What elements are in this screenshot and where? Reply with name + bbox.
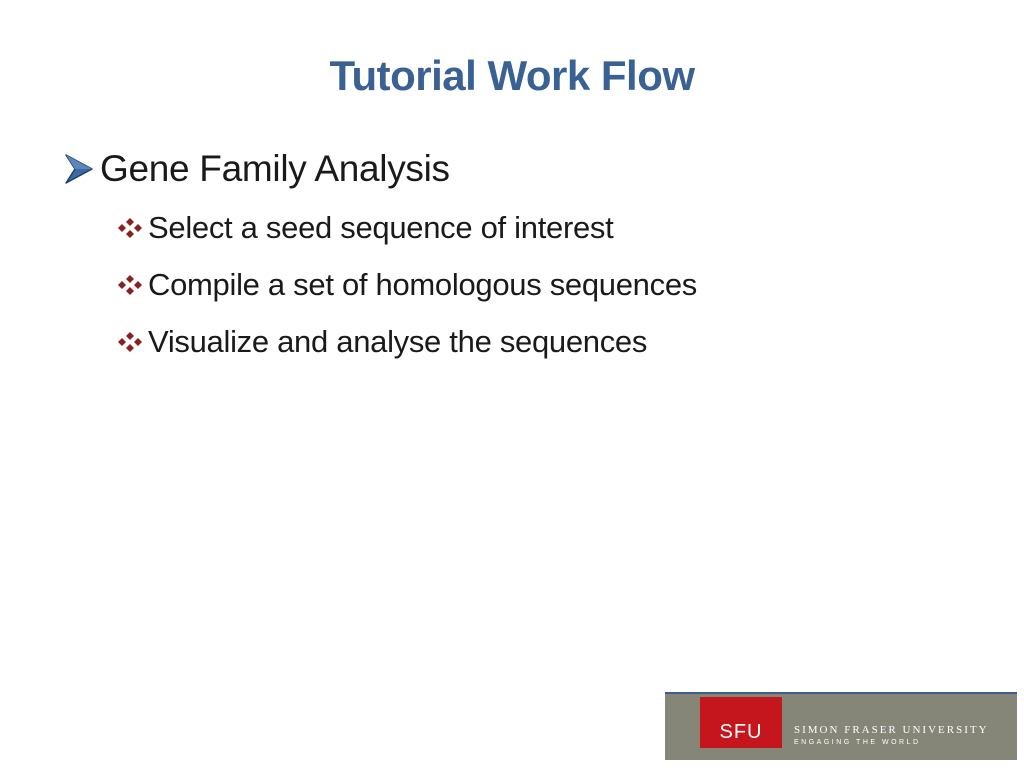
- university-tagline: ENGAGING THE WORLD: [794, 739, 921, 746]
- sub-bullet-text: Select a seed sequence of interest: [148, 210, 614, 245]
- arrow-right-icon: [64, 153, 94, 185]
- diamond-bullet-icon: [116, 217, 144, 239]
- main-bullet: [64, 144, 450, 194]
- sub-bullet: [116, 322, 647, 362]
- sub-bullet-text: Compile a set of homologous sequences: [148, 267, 697, 302]
- footer-banner: [665, 692, 1017, 760]
- sub-bullet: [116, 265, 697, 305]
- diamond-bullet-icon: [116, 331, 144, 353]
- sfu-logo: [700, 697, 782, 748]
- main-bullet-text: Gene Family Analysis: [100, 148, 450, 189]
- slide-title: Tutorial Work Flow: [329, 52, 695, 99]
- university-name: SIMON FRASER UNIVERSITY: [794, 724, 989, 736]
- sub-bullet-text: Visualize and analyse the sequences: [148, 324, 648, 359]
- sfu-logo-letters: SFU: [719, 721, 763, 743]
- sub-bullet: [116, 208, 613, 248]
- diamond-bullet-icon: [116, 274, 144, 296]
